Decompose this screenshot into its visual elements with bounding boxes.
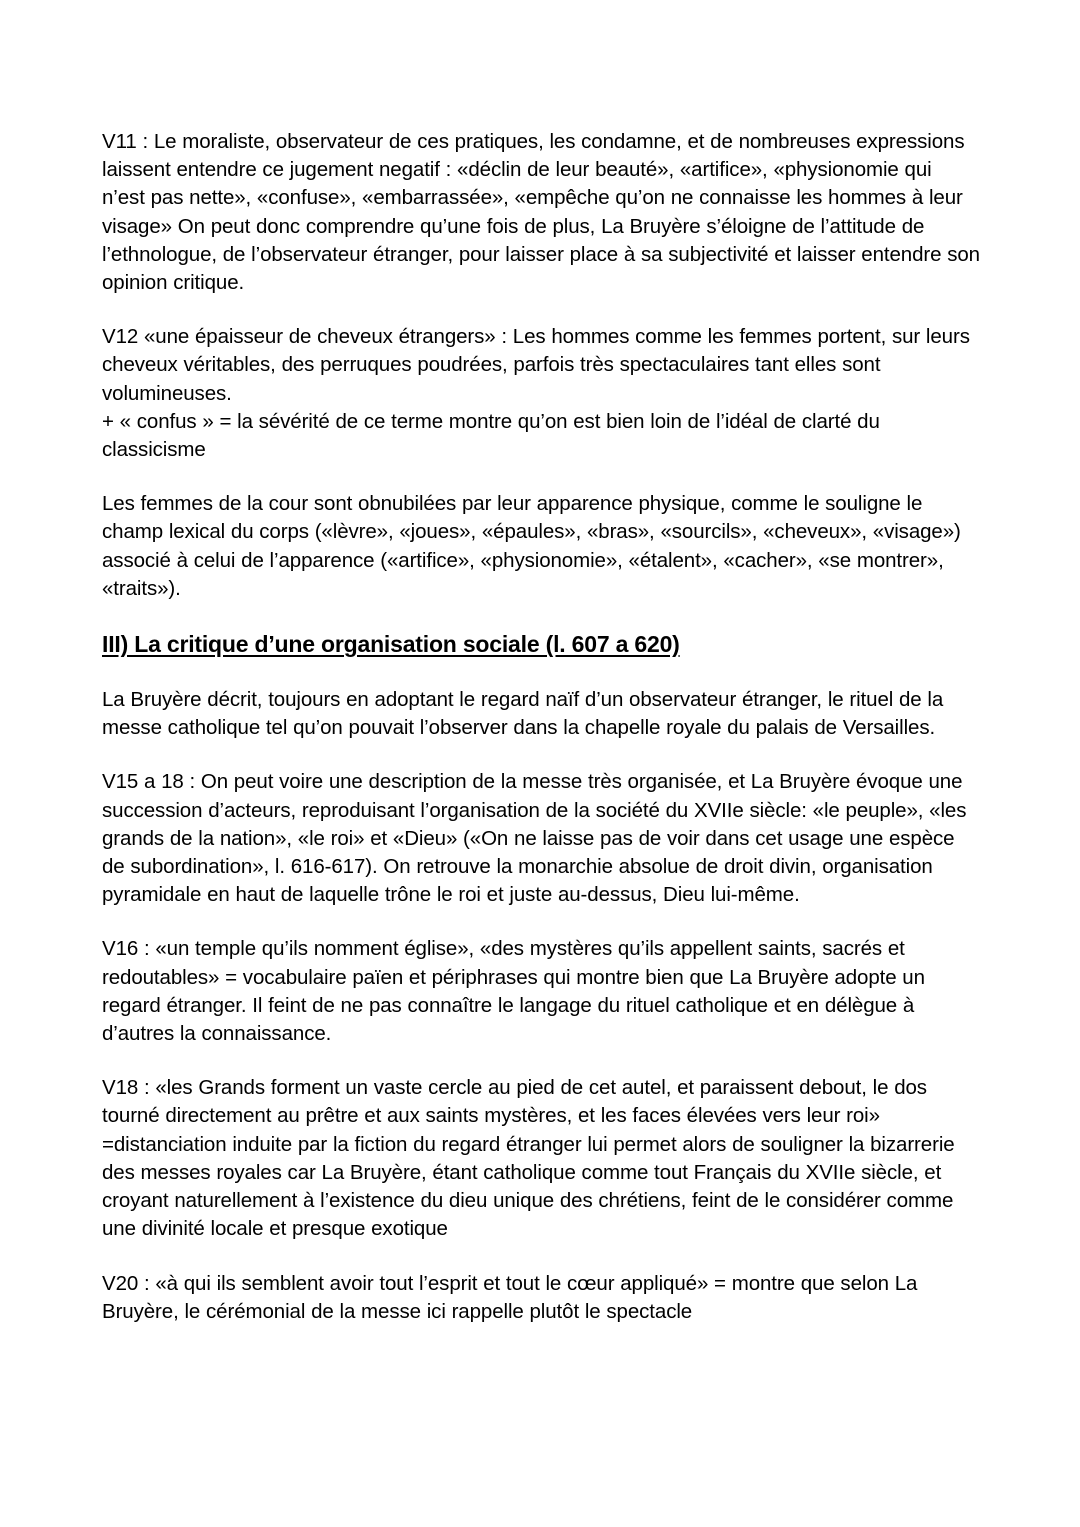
document-body <box>102 128 980 1326</box>
paragraph-v18: V18 : «les Grands forment un vaste cercle au pied de cet autel, et paraissent debout, le dos tourné directement au prêtre et aux saints mystères, et les faces élevées vers leur roi» =distanciation induite par la fiction du regard étranger lui permet alors de souligner la bizarrerie des messes royales car La Bruyère, étant catholique comme tout Français du XVIIe siècle, et croyant naturellement à l’existence du dieu unique des chrétiens, feint de le considérer comme une divinité locale et presque exotique <box>102 1076 955 1241</box>
paragraph-femmes-de-la-cour: Les femmes de la cour sont obnubilées par leur apparence physique, comme le souligne le champ lexical du corps («lèvre», «joues», «épaules», «bras», «sourcils», «cheveux», «visage») associé à celui de l’apparence («artifice», «physionomie», «étalent», «cacher», «se montrer», «traits»). <box>102 492 961 600</box>
paragraph-v20: V20 : «à qui ils semblent avoir tout l’esprit et tout le cœur appliqué» = montre que selon La Bruyère, le cérémonial de la messe ici rappelle plutôt le spectacle <box>102 1271 918 1323</box>
paragraph-versailles: La Bruyère décrit, toujours en adoptant le regard naïf d’un observateur étranger, le rituel de la messe catholique tel qu’on pouvait l’observer dans la chapelle royale du palais de Versailles. <box>102 688 944 740</box>
section-heading-iii: III) La critique d’une organisation sociale (l. 607 a 620) <box>102 631 680 658</box>
paragraph-v15-18: V15 a 18 : On peut voire une description de la messe très organisée, et La Bruyère évoque une succession d’acteurs, reproduisant l’organisation de la société du XVIIe siècle: «le peuple», «les grands de la nation», «le roi» et «Dieu» («On ne laisse pas de voir dans cet usage une espèce de subordination», l. 616-617). On retrouve la monarchie absolue de droit divin, organisation pyramidale en haut de laquelle trône le roi et juste au-dessus, Dieu lui-même. <box>102 770 967 907</box>
paragraph-v11: V11 : Le moraliste, observateur de ces pratiques, les condamne, et de nombreuses expressions laissent entendre ce jugement negatif : «déclin de leur beauté», «artifice», «physionomie qui n’est pas nette», «confuse», «embarrassée», «empêche qu’on ne connaisse les hommes à leur visage» On peut donc comprendre qu’une fois de plus, La Bruyère s’éloigne de l’attitude de l’ethnologue, de l’observateur étranger, pour laisser place à sa subjectivité et laisser entendre son opinion critique. <box>102 130 980 295</box>
paragraph-v12: V12 «une épaisseur de cheveux étrangers» : Les hommes comme les femmes portent, sur leurs cheveux véritables, des perruques poudrées, parfois très spectaculaires tant elles sont volumineuses. <box>102 325 970 405</box>
paragraph-v16: V16 : «un temple qu’ils nomment église», «des mystères qu’ils appellent saints, sacrés et redoutables» = vocabulaire païen et périphrases qui montre bien que La Bruyère adopte un regard étranger. Il feint de ne pas connaître le langage du rituel catholique et en délègue à d’autres la connaissance. <box>102 937 925 1046</box>
paragraph-group-v12 <box>102 323 980 464</box>
paragraph-v12-confus: + « confus » = la sévérité de ce terme montre qu’on est bien loin de l’idéal de clarté du classicisme <box>102 409 880 462</box>
